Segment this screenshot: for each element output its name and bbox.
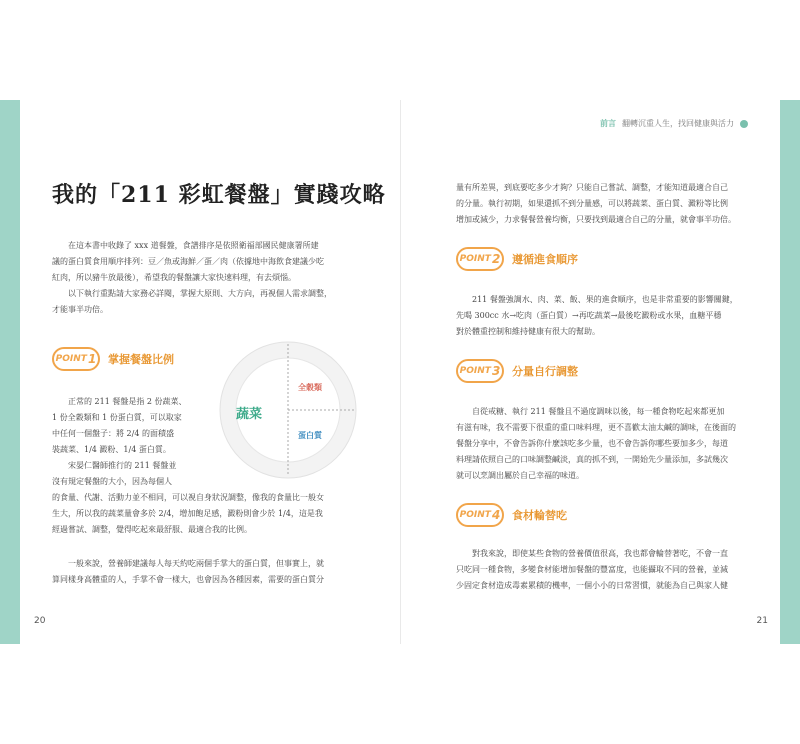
point-label: POINT: [459, 510, 491, 520]
text-line: 議的蛋白質食用順序排列：豆／魚或海鮮／蛋／肉（依據地中海飲食建議少吃: [52, 257, 324, 266]
text-line: 紅肉，所以豬牛放最後），希望我的餐盤讓大家快速料理，有去煩惱。: [52, 273, 296, 282]
point-label: POINT: [459, 254, 491, 264]
text-line: 算同樣身高體重的人，手掌不會一樣大，也會因為各種因素，需要的蛋白質分: [52, 575, 324, 584]
chapter-label: 前言: [600, 119, 616, 128]
text-line: 裝蔬菜、1/4 澱粉、1/4 蛋白質。: [52, 445, 171, 454]
point-2-heading: [456, 246, 578, 272]
right-edge-stripe: [780, 100, 800, 644]
left-edge-stripe: [0, 100, 20, 644]
chapter-subtitle: 翻轉沉重人生，找回健康與活力: [622, 119, 734, 128]
chapter-dot-icon: [740, 120, 748, 128]
point-1-heading: [52, 346, 174, 372]
plate-label-protein: 蛋白質: [298, 431, 322, 440]
text-line: 211 餐盤強調水、肉、菜、飯、果的進食順序，也是非常重要的影響關鍵，: [472, 295, 738, 304]
point-badge: [456, 359, 504, 383]
text-line: 才能事半功倍。: [52, 305, 108, 314]
plate-label-grain: 全穀類: [298, 383, 322, 392]
page-number-right: 21: [756, 616, 768, 626]
page-number-left: 20: [34, 616, 46, 626]
text-line: 就可以烹調出屬於自己幸福的味道。: [456, 471, 584, 480]
text-line: 有滋有味，我不需要下很重的重口味料理，更不喜歡太油太鹹的調味，在後面的: [456, 423, 736, 432]
point-title: 食材輪替吃: [512, 509, 567, 522]
point-label: POINT: [55, 354, 87, 364]
point-badge: [456, 503, 504, 527]
point-badge: [52, 347, 100, 371]
text-line: 的分量。執行初期，如果還抓不到分量感，可以將蔬菜、蛋白質、澱粉等比例: [456, 199, 728, 208]
point-number: 4: [491, 508, 501, 522]
text-line: 以下執行重點請大家務必詳閱，掌握大原則、大方向，再視個人需求調整，: [68, 289, 332, 298]
continued-paragraph: [456, 180, 756, 228]
text-line: 增加或減少，力求餐餐營養均衡，只要找到最適合自己的分量，就會事半功倍。: [456, 215, 736, 224]
text-line: 對於體重控制和維持健康有很大的幫助。: [456, 327, 600, 336]
intro-paragraph: [52, 238, 352, 318]
point-title: 分量自行調整: [512, 365, 578, 378]
text-line: 的食量、代謝、活動力並不相同，可以視自身狀況調整，像我的食量比一般女: [52, 493, 324, 502]
point-4-body: [456, 546, 756, 594]
point-3-heading: [456, 358, 578, 384]
text-line: 宋晏仁醫師推行的 211 餐盤並: [68, 461, 177, 470]
point-label: POINT: [459, 366, 491, 376]
point-number: 2: [491, 252, 501, 266]
point-number: 1: [87, 352, 97, 366]
point-4-heading: [456, 502, 567, 528]
point-1-body-continued: [52, 556, 352, 588]
point-badge: [456, 247, 504, 271]
text-line: 經過嘗試、調整，覺得吃起來最舒服、最適合我的比例。: [52, 525, 252, 534]
text-line: 先喝 300cc 水→吃肉（蛋白質）→再吃蔬菜→最後吃澱粉或水果，血糖平穩: [456, 311, 722, 320]
point-1-body: [52, 394, 352, 538]
book-gutter: [400, 100, 401, 644]
text-line: 中任何一個盤子：將 2/4 的面積盛: [52, 429, 174, 438]
text-line: 只吃同一種食物，多變食材能增加餐盤的豐富度，也能攝取不同的營養，並減: [456, 565, 728, 574]
plate-label-veg: 蔬菜: [236, 407, 263, 422]
text-line: 1 份全穀類和 1 份蛋白質，可以取家: [52, 413, 182, 422]
point-title: 遵循進食順序: [512, 253, 578, 266]
point-number: 3: [491, 364, 501, 378]
page-title: 我的「211 彩虹餐盤」實踐攻略: [52, 182, 386, 208]
text-line: 對我來說，即使某些食物的營養價值很高，我也都會輪替著吃，不會一直: [472, 549, 728, 558]
running-header: [600, 118, 748, 129]
text-line: 少固定食材造成毒素累積的機率，一個小小的日常習慣，就能為自己與家人健: [456, 581, 728, 590]
text-line: 料理請依照自己的口味調整鹹淡，真的抓不到，一開始先少量添加，多試幾次: [456, 455, 728, 464]
point-2-body: [456, 292, 756, 340]
text-line: 餐盤分享中，不會告訴你什麼該吃多少量，也不會告訴你哪些要加多少，每道: [456, 439, 728, 448]
text-line: 沒有規定餐盤的大小，因為每個人: [52, 477, 172, 486]
text-line: 在這本書中收錄了 xxx 道餐盤，食譜排序是依照衛福部國民健康署所建: [68, 241, 319, 250]
text-line: 自從戒糖、執行 211 餐盤且不過度調味以後，每一種食物吃起來都更加: [472, 407, 725, 416]
text-line: 正常的 211 餐盤是指 2 份蔬菜、: [68, 397, 187, 406]
point-3-body: [456, 404, 756, 484]
point-title: 掌握餐盤比例: [108, 353, 174, 366]
text-line: 量有所差異，到底要吃多少才夠？只能自己嘗試、調整，才能知道最適合自己: [456, 183, 728, 192]
text-line: 一般來說，營養師建議每人每天約吃兩個手掌大的蛋白質，但事實上，就: [68, 559, 324, 568]
text-line: 生大，所以我的蔬菜量會多於 2/4，增加飽足感，澱粉則會少於 1/4，這是我: [52, 509, 323, 518]
